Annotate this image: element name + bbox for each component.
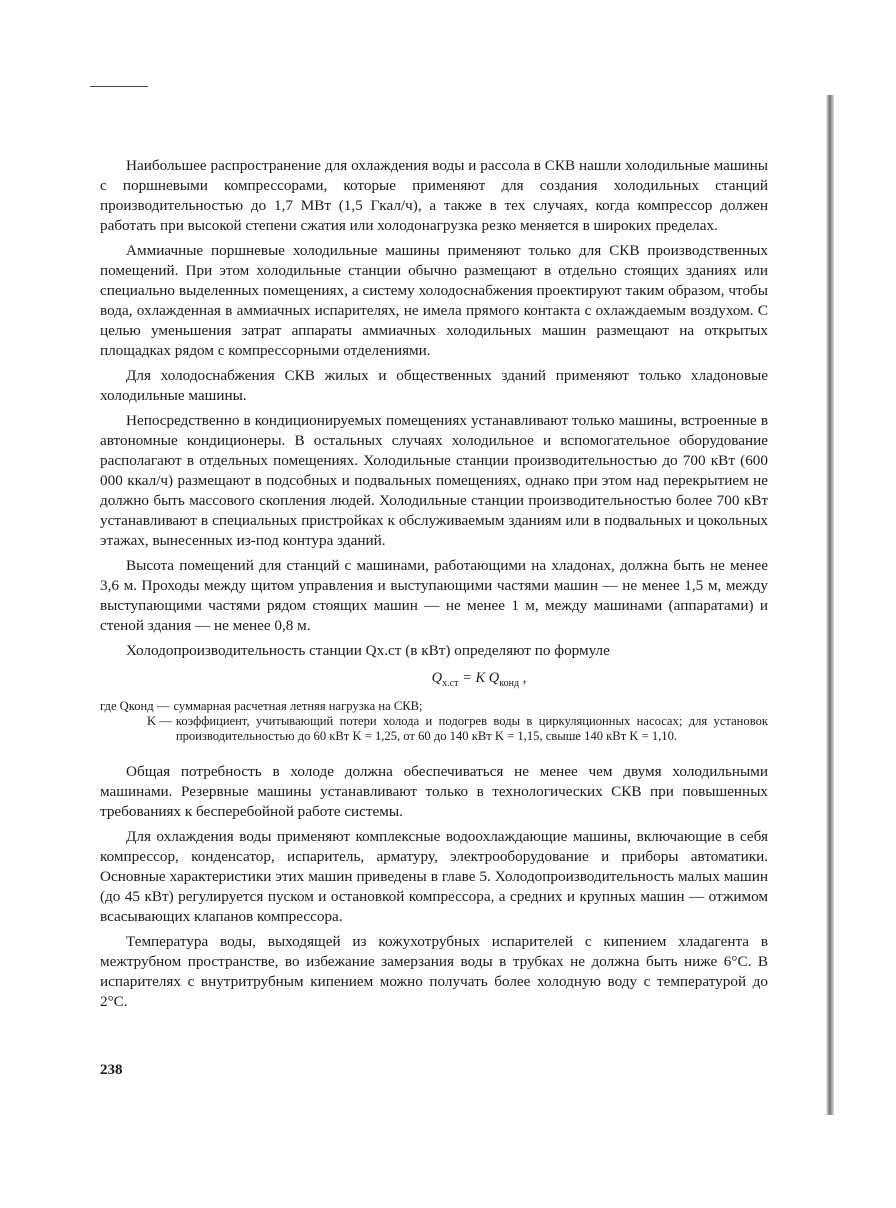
top-rule xyxy=(90,86,148,87)
legend-key: где Qконд — xyxy=(100,698,170,713)
legend-row-qkond xyxy=(100,699,768,714)
formula-coef: K xyxy=(475,670,486,686)
legend-desc: суммарная расчетная летняя нагрузка на СКВ; xyxy=(173,698,423,713)
paragraph-2: Аммиачные поршневые холодильные машины применяют только для СКВ производственных помещений. При этом холодильные станции обычно размещают в отдельно стоящих зданиях или специально выделенных помещениях, а систему холодоснабжения проектируют таким образом, чтобы вода, охлажденная в аммиачных испарителях, не имела прямого контакта с охлаждаемым воздухом. С целью уменьшения затрат аппараты аммиачных холодильных машин размещают на открытых площадках рядом с компрессорными отделениями. xyxy=(100,242,768,359)
legend-row-k xyxy=(100,714,768,744)
main-text xyxy=(100,156,768,1012)
paragraph-7: Общая потребность в холоде должна обеспечиваться не менее чем двумя холодильными машинами. Резервные машины устанавливают только в технологических СКВ при повышенных требованиях к бесперебойной работе системы. xyxy=(100,762,768,820)
paragraph-5: Высота помещений для станций с машинами, работающими на хладонах, должна быть не менее 3,6 м. Проходы между щитом управления и выступающими частями машин — не менее 1,5 м, между выступающими частями рядом стоящих машин — не менее 1 м, между машинами (аппаратами) и стеной здания — не менее 0,8 м. xyxy=(100,557,768,634)
formula-lhs: Q xyxy=(431,670,443,686)
formula-rhs: Q xyxy=(485,670,500,686)
formula-equals: = xyxy=(458,670,476,686)
page-edge-shadow xyxy=(826,95,834,1115)
formula-trail: , xyxy=(519,670,527,686)
legend-desc: коэффициент, учитывающий потери холода и подогрев воды в циркуляционных насосах; для установок производительностью до 60 кВт K = 1,25, от 60 до 140 кВт K = 1,15, свыше 140 кВт K = 1,10. xyxy=(175,713,768,743)
formula-rhs-sub: конд xyxy=(499,677,520,689)
legend-key: K — xyxy=(147,713,172,728)
paragraph-6: Холодопроизводительность станции Qх.ст (в кВт) определяют по формуле xyxy=(126,642,610,659)
formula xyxy=(100,670,768,689)
formula-legend xyxy=(100,699,768,744)
paragraph-9: Температура воды, выходящей из кожухотрубных испарителей с кипением хладагента в межтрубном пространстве, во избежание замерзания воды в трубках не должна быть ниже 6°С. В испарителях с внутритрубным кипением можно получать более холодную воду с температурой до 2°С. xyxy=(100,932,768,1010)
paragraph-1: Наибольшее распространение для охлаждения воды и рассола в СКВ нашли холодильные машины с поршневыми компрессорами, которые применяют для создания холодильных станций производительностью до 1,7 МВт (1,5 Гкал/ч), а также в тех случаях, когда компрессор должен работать при высокой степени сжатия или холодонагрузка резко меняется в широких пределах. xyxy=(100,157,768,234)
paragraph-4: Непосредственно в кондиционируемых помещениях устанавливают только машины, встроенные в автономные кондиционеры. В остальных случаях холодильное и вспомогательное оборудование располагают в отдельных помещениях. Холодильные станции производительностью до 700 кВт (600 000 ккал/ч) размещают в подсобных и подвальных помещениях, однако при этом над перекрытием не должно быть массового скопления людей. Холодильные станции производительностью более 700 кВт устанавливают в специальных пристройках к обслуживаемым зданиям или в подвальных и цокольных этажах, вынесенных из-под контура зданий. xyxy=(100,412,768,549)
formula-lhs-sub: х.ст xyxy=(442,677,459,689)
page-number: 238 xyxy=(100,1062,123,1078)
paragraph-3: Для холодоснабжения СКВ жилых и общественных зданий применяют только хладоновые холодильные машины. xyxy=(100,367,768,404)
paragraph-8: Для охлаждения воды применяют комплексные водоохлаждающие машины, включающие в себя компрессор, конденсатор, испаритель, арматуру, электрооборудование и приборы автоматики. Основные характеристики этих машин приведены в главе 5. Холодопроизводительность малых машин (до 45 кВт) регулируется пуском и остановкой компрессора, а средних и крупных машин — отжимом всасывающих клапанов компрессора. xyxy=(100,827,768,925)
